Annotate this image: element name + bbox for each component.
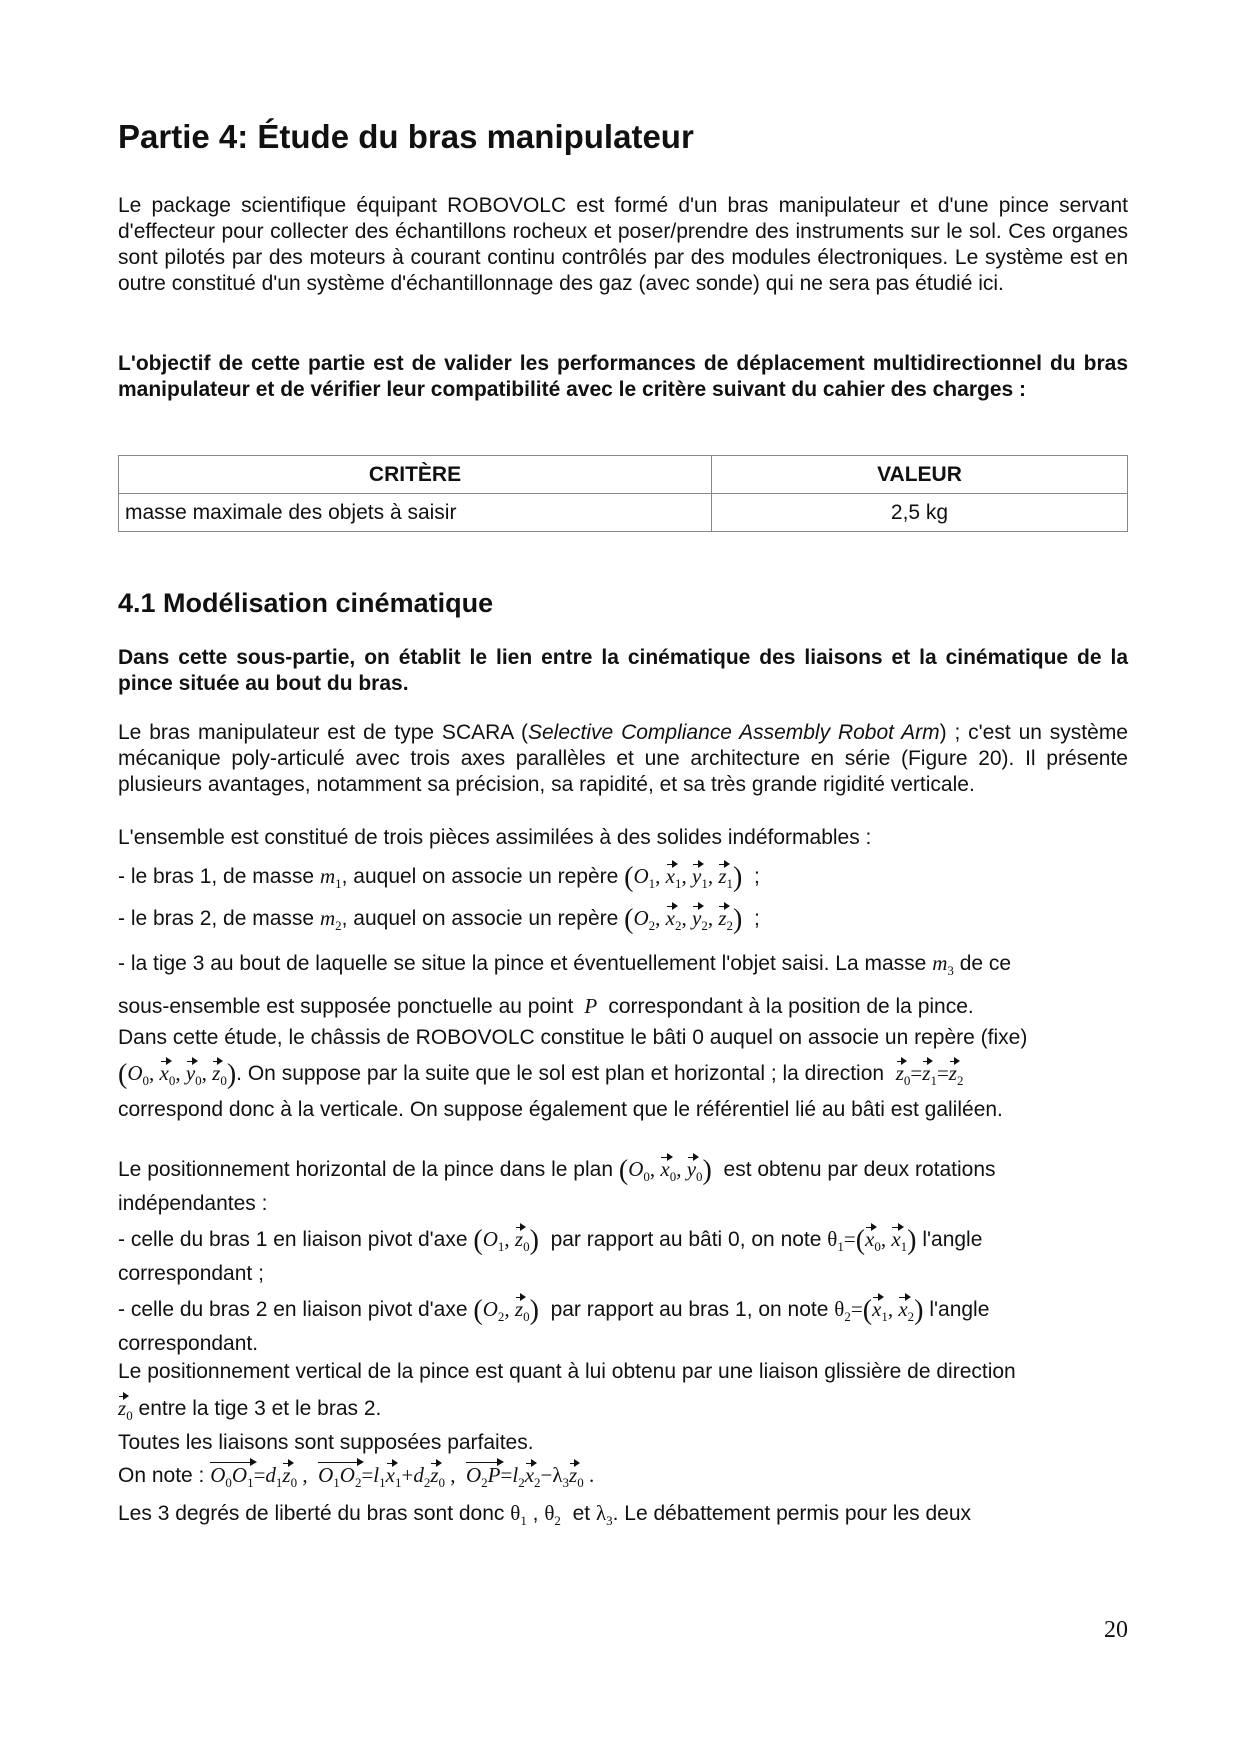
rot2-line — [118, 1296, 1128, 1330]
scara-text-italic: Selective Compliance Assembly Robot Arm — [528, 721, 940, 744]
math-frame-1: ($O_1$, $x_1$, $y_1$, $z_1$) — [624, 862, 743, 893]
rot2-text-b: par rapport au bras 1, on note — [550, 1298, 829, 1321]
ensemble-line: L'ensemble est constitué de trois pièces assimilées à des solides indéformables : — [118, 826, 872, 849]
table-header-row — [119, 456, 1128, 494]
criteria-table — [118, 455, 1128, 532]
sol-line — [118, 1060, 1128, 1094]
bras1-text-c: ; — [754, 865, 760, 888]
degres-text-a: Les 3 degrés de liberté du bras sont donc — [118, 1502, 505, 1525]
posh-line — [118, 1156, 1128, 1190]
tige2-line — [118, 993, 1128, 1020]
intro-paragraph: Le package scientifique équipant ROBOVOLC est formé d'un bras manipulateur et d'une pince servant d'effecteur pour collecter des échantillons rocheux et poser/prendre des instruments sur le sol. Ces organes sont pilotés par des moteurs à courant continu contrôlés par des modules électroniques. Le système est en outre constitué d'un système d'échantillonnage des gaz (avec sonde) qui ne sera pas étudié ici. — [118, 194, 1128, 295]
tige-text-b: de ce — [959, 952, 1012, 975]
table-cell-value: 2,5 kg — [712, 494, 1128, 532]
tige3-text: entre la tige 3 et le bras 2. — [138, 1397, 382, 1420]
rot1-text-b: par rapport au bâti 0, on note — [550, 1228, 822, 1251]
rot1-text-a: - celle du bras 1 en liaison pivot d'axe — [118, 1228, 468, 1251]
table-row — [119, 494, 1128, 532]
bras2-text-a: - le bras 2, de masse — [118, 907, 315, 930]
bras1-line — [118, 863, 1128, 897]
math-frame-0: ($O_0$, $x_0$, $y_0$, $z_0$) — [118, 1059, 237, 1090]
math-m3: $m_3$ — [932, 951, 954, 978]
table-cell-criterion: masse maximale des objets à saisir — [119, 494, 712, 532]
sol-text: . On suppose par la suite que le sol est plan et horizontal ; la direction — [236, 1062, 885, 1085]
math-frame-2: ($O_2$, $x_2$, $y_2$, $z_2$) — [624, 904, 743, 935]
scara-paragraph — [118, 720, 1128, 798]
parfaites-line: Toutes les liaisons sont supposées parfaites. — [118, 1431, 534, 1454]
bras2-text-c: ; — [754, 907, 760, 930]
section-intro: Dans cette sous-partie, on établit le lien entre la cinématique des liaisons et la cinématique de la pince située au bout du bras. — [118, 646, 1128, 695]
chassis-line: Dans cette étude, le châssis de ROBOVOLC constitue le bâti 0 auquel on associe un repère (fixe) — [118, 1026, 1028, 1049]
section-title: 4.1 Modélisation cinématique — [118, 588, 494, 618]
onnote-line — [118, 1462, 1128, 1496]
posv-line: Le positionnement vertical de la pince est quant à lui obtenu par une liaison glissière de direction — [118, 1360, 1016, 1383]
degres-text-c: . Le débattement permis pour les deux — [612, 1502, 971, 1525]
bras2-line — [118, 905, 1128, 939]
math-theta1-symbol: $\theta_1$ — [510, 1501, 527, 1528]
onnote-text: On note : — [118, 1464, 205, 1487]
degres-line: Les 3 degrés de liberté du bras sont donc $\theta_1$ , $\theta_2$ et $\lambda_3$. Le débattement permis pour les deux — [118, 1501, 971, 1528]
math-relations: $O_0O_1=d_1z_0$ , $O_1O_2=l_1x_1+d_2z_0$ , $O_2P=l_2x_2-\lambda_3z_0$ . — [210, 1463, 594, 1487]
tige2-text-b: correspondant à la position de la pince. — [608, 995, 974, 1018]
math-axis-o1: ($O_1$, $z_0$) — [473, 1225, 539, 1256]
bras2-text-b: , auquel on associe un repère — [341, 907, 619, 930]
math-m1: $m_1$ — [319, 864, 342, 891]
page-title: Partie 4: Étude du bras manipulateur — [118, 118, 694, 155]
tige-line — [118, 950, 1128, 984]
math-axis-o2: ($O_2$, $z_0$) — [473, 1295, 539, 1326]
indep-line: indépendantes : — [118, 1192, 268, 1215]
verticale-line: correspond donc à la verticale. On suppose également que le référentiel lié au bâti est galiléen. — [118, 1098, 1003, 1121]
scara-text-before: Le bras manipulateur est de type SCARA ( — [118, 721, 528, 744]
math-z-equality: $z_0=z_1=z_2$ — [895, 1061, 964, 1088]
bras1-text-b: , auquel on associe un repère — [341, 865, 619, 888]
math-theta2: $\theta_2=(x_1$, $x_2$) — [834, 1295, 924, 1326]
math-point-p: P — [579, 994, 603, 1018]
math-z0: $z_0$ — [118, 1396, 133, 1423]
degres-text-b: et — [572, 1502, 591, 1525]
bras1-text-a: - le bras 1, de masse — [118, 865, 315, 888]
math-m2: $m_2$ — [319, 906, 342, 933]
rot2-text-a: - celle du bras 2 en liaison pivot d'axe — [118, 1298, 468, 1321]
tige-text-a: - la tige 3 au bout de laquelle se situe la pince et éventuellement l'objet saisi. La masse — [118, 952, 927, 975]
scara-text-after: ) ; c'est un système mécanique poly-articulé avec trois axes parallèles et une architecture en série (Figure 20). Il présente plusieurs avantages, notamment sa précision, sa rapidité, et sa très grande rigidité verticale. — [118, 721, 1128, 796]
math-lambda3: $\lambda_3$ — [595, 1501, 613, 1528]
math-theta1: $\theta_1=(x_0$, $x_1$) — [827, 1225, 917, 1256]
corr2-line: correspondant. — [118, 1332, 259, 1355]
corr1-line: correspondant ; — [118, 1262, 264, 1285]
tige3-line — [118, 1395, 1128, 1429]
posh-text-b: est obtenu par deux rotations — [723, 1158, 996, 1181]
rot2-text-c: l'angle — [929, 1298, 990, 1321]
rot1-text-c: l'angle — [922, 1228, 983, 1251]
table-header-critere: CRITÈRE — [119, 456, 712, 494]
posh-text-a: Le positionnement horizontal de la pince dans le plan — [118, 1158, 614, 1181]
math-plane-0: ($O_0$, $x_0$, $y_0$) — [618, 1155, 712, 1186]
page-number: 20 — [1104, 1617, 1128, 1643]
rot1-line — [118, 1226, 1128, 1260]
objective-paragraph: L'objectif de cette partie est de valider les performances de déplacement multidirectionnel du bras manipulateur et de vérifier leur compatibilité avec le critère suivant du cahier des charges : — [118, 352, 1128, 401]
math-theta2-symbol: $\theta_2$ — [544, 1501, 561, 1528]
table-header-valeur: VALEUR — [712, 456, 1128, 494]
tige2-text-a: sous-ensemble est supposée ponctuelle au point — [118, 995, 574, 1018]
